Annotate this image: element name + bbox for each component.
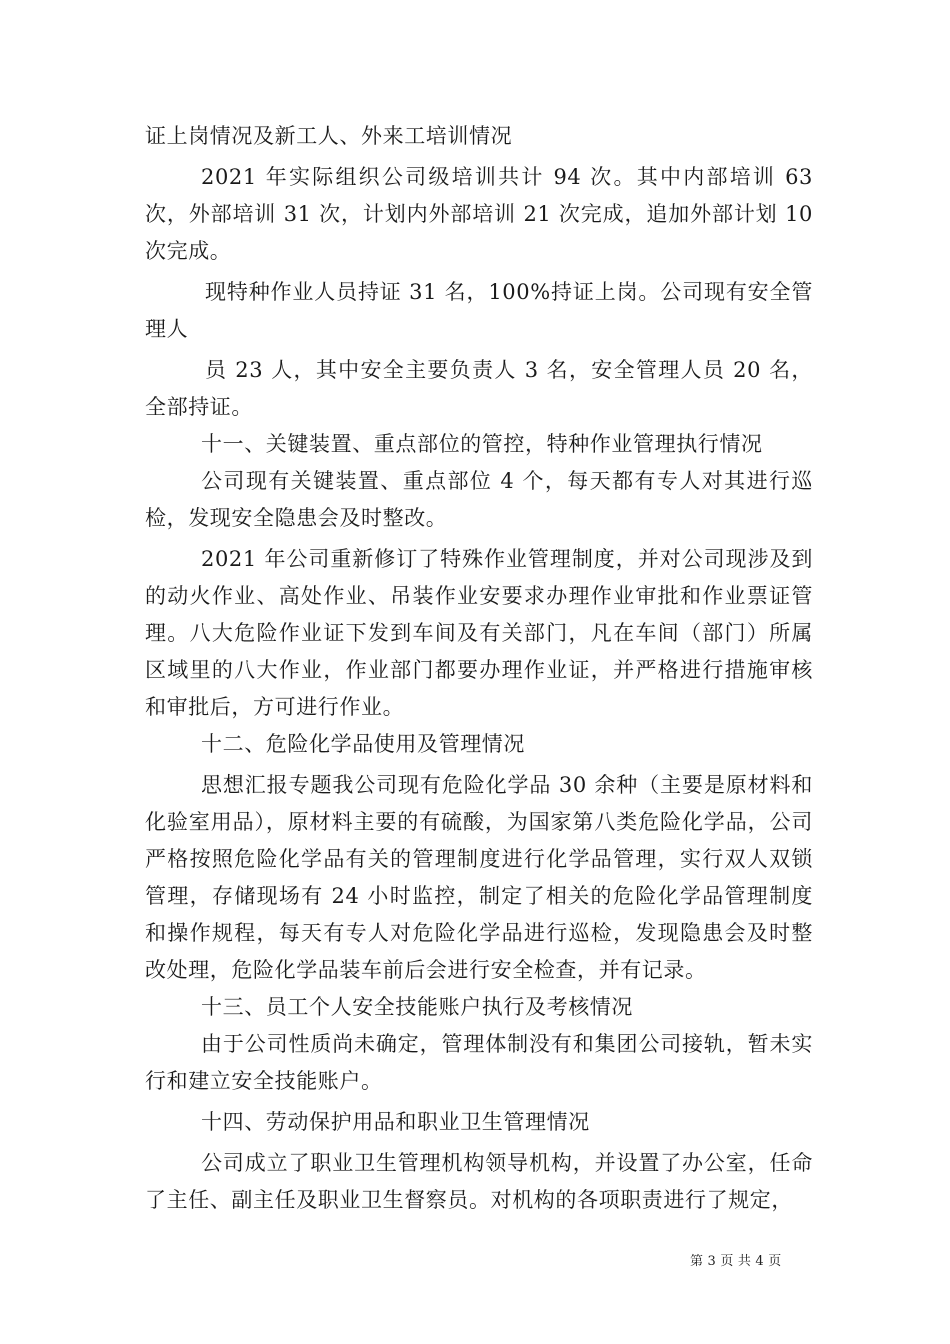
paragraph-safety-staff: 员 23 人，其中安全主要负责人 3 名，安全管理人员 20 名，全部持证。 xyxy=(145,358,813,419)
paragraph-occupational-health: 公司成立了职业卫生管理机构领导机构，并设置了办公室，任命了主任、副主任及职业卫生督察员。对机构的各项职责进行了规定， xyxy=(145,1151,813,1212)
page-number-footer: 第 3 页 共 4 页 xyxy=(690,1254,782,1269)
paragraph-key-devices: 公司现有关键装置、重点部位 4 个，每天都有专人对其进行巡检，发现安全隐患会及时整改。 xyxy=(145,469,813,530)
paragraph-special-workers: 现特种作业人员持证 31 名，100%持证上岗。公司现有安全管理人 xyxy=(145,280,813,341)
section-heading-12: 十二、危险化学品使用及管理情况 xyxy=(201,732,525,756)
document-body xyxy=(145,118,813,1219)
section-heading-14: 十四、劳动保护用品和职业卫生管理情况 xyxy=(201,1110,590,1134)
paragraph-training-stats: 2021 年实际组织公司级培训共计 94 次。其中内部培训 63 次，外部培训 31 次，计划内外部培训 21 次完成，追加外部计划 10 次完成。 xyxy=(145,165,813,263)
section-heading-11: 十一、关键装置、重点部位的管控，特种作业管理执行情况 xyxy=(201,432,763,456)
paragraph-hazardous-chemicals: 思想汇报专题我公司现有危险化学品 30 余种（主要是原材料和化验室用品），原材料主要的有硫酸，为国家第八类危险化学品，公司严格按照危险化学品有关的管理制度进行化学品管理，实行双人双锁管理，存储现场有 24 小时监控，制定了相关的危险化学品管理制度和操作规程，每天有专人对危险化学品进行巡检，发现隐患会及时整改处理，危险化学品装车前后会进行安全检查，并有记录。 xyxy=(145,773,813,982)
paragraph-skill-accounts: 由于公司性质尚未确定，管理体制没有和集团公司接轨，暂未实行和建立安全技能账户。 xyxy=(145,1032,813,1093)
section-heading-13: 十三、员工个人安全技能账户执行及考核情况 xyxy=(201,995,633,1019)
paragraph-training-heading-tail: 证上岗情况及新工人、外来工培训情况 xyxy=(145,124,513,148)
paragraph-special-operations: 2021 年公司重新修订了特殊作业管理制度，并对公司现涉及到的动火作业、高处作业、吊装作业安要求办理作业审批和作业票证管理。八大危险作业证下发到车间及有关部门，凡在车间（部门）所属区域里的八大作业，作业部门都要办理作业证，并严格进行措施审核和审批后，方可进行作业。 xyxy=(145,547,813,719)
